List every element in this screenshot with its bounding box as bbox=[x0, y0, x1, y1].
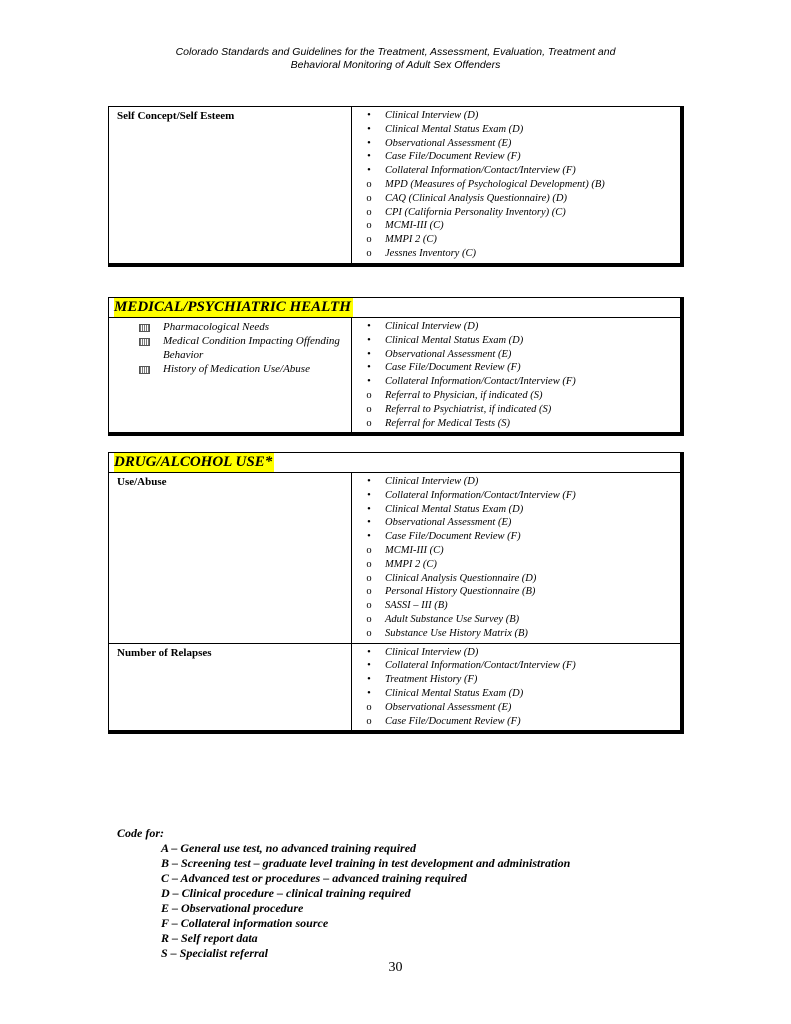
method-text: Clinical Mental Status Exam (D) bbox=[385, 687, 524, 699]
method-list bbox=[352, 475, 680, 641]
list-item bbox=[352, 137, 680, 151]
table-row bbox=[109, 318, 680, 432]
bullet-icon: • bbox=[367, 334, 371, 346]
circle-bullet-icon: o bbox=[366, 600, 372, 612]
circle-bullet-icon: o bbox=[366, 403, 372, 415]
table-row bbox=[109, 643, 680, 731]
list-item bbox=[352, 361, 680, 375]
list-item bbox=[352, 613, 680, 627]
method-text: Collateral Information/Contact/Interview (F) bbox=[385, 376, 576, 388]
method-text: Case File/Document Review (F) bbox=[385, 151, 521, 163]
bullet-icon: • bbox=[367, 674, 371, 686]
circle-bullet-icon: o bbox=[366, 627, 372, 639]
bullet-icon: • bbox=[367, 503, 371, 515]
table-row bbox=[109, 107, 680, 263]
running-header bbox=[0, 46, 791, 72]
method-text: Referral to Physician, if indicated (S) bbox=[385, 389, 543, 401]
list-item: Medical Condition Impacting Offending Behavior bbox=[139, 334, 351, 362]
circle-bullet-icon: o bbox=[366, 234, 372, 246]
list-item bbox=[352, 219, 680, 233]
list-item bbox=[352, 109, 680, 123]
code-legend-heading: Code for: bbox=[117, 826, 164, 840]
method-list bbox=[352, 320, 680, 430]
code-line: S – Specialist referral bbox=[161, 946, 268, 960]
list-item bbox=[352, 687, 680, 701]
method-text: Case File/Document Review (F) bbox=[385, 715, 521, 727]
row-label: Self Concept/Self Esteem bbox=[109, 107, 352, 263]
row-label-list bbox=[109, 318, 352, 432]
list-item bbox=[352, 701, 680, 715]
method-text: Clinical Mental Status Exam (D) bbox=[385, 334, 524, 346]
circle-bullet-icon: o bbox=[366, 613, 372, 625]
method-text: SASSI – III (B) bbox=[385, 600, 448, 612]
bullet-icon: • bbox=[367, 151, 371, 163]
section-title-text: DRUG/ALCOHOL USE* bbox=[114, 454, 273, 470]
bullet-icon: • bbox=[367, 376, 371, 388]
code-line: A – General use test, no advanced training required bbox=[161, 841, 417, 855]
circle-bullet-icon: o bbox=[366, 715, 372, 727]
list-item bbox=[352, 646, 680, 660]
method-text: Substance Use History Matrix (B) bbox=[385, 627, 528, 639]
circle-bullet-icon: o bbox=[366, 544, 372, 556]
section-title bbox=[109, 453, 680, 473]
list-item bbox=[352, 599, 680, 613]
list-item bbox=[352, 164, 680, 178]
method-text: MCMI-III (C) bbox=[385, 220, 444, 232]
drug-alcohol-table bbox=[108, 452, 684, 734]
method-text: MMPI 2 (C) bbox=[385, 558, 437, 570]
bullet-icon: • bbox=[367, 531, 371, 543]
method-text: Clinical Interview (D) bbox=[385, 476, 479, 487]
list-item bbox=[352, 715, 680, 729]
header-line-1: Colorado Standards and Guidelines for the Treatment, Assessment, Evaluation, Treatment and bbox=[175, 46, 616, 58]
circle-bullet-icon: o bbox=[366, 389, 372, 401]
method-text: Case File/Document Review (F) bbox=[385, 531, 521, 543]
bullet-icon: • bbox=[367, 687, 371, 699]
bullet-icon: • bbox=[367, 517, 371, 529]
method-text: MCMI-III (C) bbox=[385, 544, 444, 556]
method-text: Collateral Information/Contact/Interview (F) bbox=[385, 165, 576, 177]
list-item bbox=[352, 403, 680, 417]
method-text: CPI (California Personality Inventory) (C) bbox=[385, 206, 566, 218]
method-list bbox=[352, 646, 680, 729]
method-text: Clinical Interview (D) bbox=[385, 110, 479, 121]
method-text: Observational Assessment (E) bbox=[385, 137, 512, 149]
code-line: D – Clinical procedure – clinical training required bbox=[161, 886, 411, 900]
section-title bbox=[109, 298, 680, 318]
list-item bbox=[352, 320, 680, 334]
method-text: Clinical Interview (D) bbox=[385, 646, 479, 658]
section-title-text: MEDICAL/PSYCHIATRIC HEALTH bbox=[114, 299, 351, 315]
bullet-icon: • bbox=[367, 123, 371, 135]
circle-bullet-icon: o bbox=[366, 572, 372, 584]
circle-bullet-icon: o bbox=[366, 701, 372, 713]
list-item: Pharmacological Needs bbox=[139, 320, 351, 334]
list-item bbox=[352, 247, 680, 261]
bullet-icon: • bbox=[367, 137, 371, 149]
checkbox-icon bbox=[139, 324, 150, 332]
code-line: B – Screening test – graduate level training in test development and administration bbox=[161, 856, 571, 870]
list-item bbox=[352, 348, 680, 362]
list-item bbox=[352, 475, 680, 489]
circle-bullet-icon: o bbox=[366, 192, 372, 204]
bullet-icon: • bbox=[367, 646, 371, 658]
list-item bbox=[352, 178, 680, 192]
method-text: Clinical Analysis Questionnaire (D) bbox=[385, 572, 537, 584]
bullet-icon: • bbox=[367, 660, 371, 672]
checkbox-icon bbox=[139, 366, 150, 374]
method-list bbox=[352, 109, 680, 261]
method-text: MPD (Measures of Psychological Development) (B) bbox=[385, 178, 605, 190]
method-text: Jessnes Inventory (C) bbox=[385, 247, 476, 259]
code-line: C – Advanced test or procedures – advanced training required bbox=[161, 871, 467, 885]
list-item bbox=[352, 123, 680, 137]
method-text: Adult Substance Use Survey (B) bbox=[385, 613, 520, 625]
code-line: E – Observational procedure bbox=[161, 901, 304, 915]
list-item bbox=[352, 503, 680, 517]
bullet-icon: • bbox=[367, 362, 371, 374]
list-item bbox=[352, 192, 680, 206]
list-item bbox=[352, 233, 680, 247]
list-item bbox=[352, 334, 680, 348]
method-text: Referral to Psychiatrist, if indicated (S) bbox=[385, 403, 552, 415]
row-label: Use/Abuse bbox=[109, 473, 352, 643]
list-item bbox=[352, 544, 680, 558]
header-line-2: Behavioral Monitoring of Adult Sex Offenders bbox=[290, 59, 501, 71]
circle-bullet-icon: o bbox=[366, 417, 372, 429]
list-item bbox=[352, 375, 680, 389]
bullet-icon: • bbox=[367, 489, 371, 501]
self-concept-table bbox=[108, 106, 684, 267]
method-text: Observational Assessment (E) bbox=[385, 701, 512, 713]
bullet-icon: • bbox=[367, 348, 371, 360]
circle-bullet-icon: o bbox=[366, 558, 372, 570]
list-item bbox=[352, 673, 680, 687]
method-text: Case File/Document Review (F) bbox=[385, 362, 521, 374]
bullet-icon: • bbox=[367, 110, 371, 121]
checkbox-icon bbox=[139, 338, 150, 346]
method-text: Clinical Interview (D) bbox=[385, 321, 479, 332]
medical-psychiatric-table bbox=[108, 297, 684, 436]
list-item bbox=[352, 150, 680, 164]
list-item bbox=[352, 530, 680, 544]
bullet-icon: • bbox=[367, 321, 371, 332]
method-text: Treatment History (F) bbox=[385, 674, 478, 686]
bullet-icon: • bbox=[367, 476, 371, 487]
bullet-icon: • bbox=[367, 165, 371, 177]
circle-bullet-icon: o bbox=[366, 247, 372, 259]
list-item bbox=[352, 659, 680, 673]
code-line: F – Collateral information source bbox=[161, 916, 329, 930]
method-text: Collateral Information/Contact/Interview (F) bbox=[385, 489, 576, 501]
row-label: Number of Relapses bbox=[109, 644, 352, 731]
method-text: Referral for Medical Tests (S) bbox=[385, 417, 511, 429]
list-item bbox=[352, 417, 680, 431]
code-legend bbox=[117, 826, 570, 961]
list-item bbox=[352, 627, 680, 641]
method-text: Observational Assessment (E) bbox=[385, 517, 512, 529]
list-item bbox=[352, 389, 680, 403]
method-text: Observational Assessment (E) bbox=[385, 348, 512, 360]
list-item bbox=[352, 572, 680, 586]
circle-bullet-icon: o bbox=[366, 220, 372, 232]
list-item bbox=[352, 558, 680, 572]
table-row bbox=[109, 473, 680, 643]
code-line: R – Self report data bbox=[161, 931, 258, 945]
circle-bullet-icon: o bbox=[366, 586, 372, 598]
method-text: Clinical Mental Status Exam (D) bbox=[385, 123, 524, 135]
list-item bbox=[352, 585, 680, 599]
method-text: Clinical Mental Status Exam (D) bbox=[385, 503, 524, 515]
list-item bbox=[352, 206, 680, 220]
list-item: History of Medication Use/Abuse bbox=[139, 362, 351, 376]
circle-bullet-icon: o bbox=[366, 178, 372, 190]
method-text: Collateral Information/Contact/Interview (F) bbox=[385, 660, 576, 672]
method-text: CAQ (Clinical Analysis Questionnaire) (D) bbox=[385, 192, 567, 204]
list-item bbox=[352, 516, 680, 530]
method-text: MMPI 2 (C) bbox=[385, 234, 437, 246]
method-text: Personal History Questionnaire (B) bbox=[385, 586, 536, 598]
list-item bbox=[352, 489, 680, 503]
circle-bullet-icon: o bbox=[366, 206, 372, 218]
page-number: 30 bbox=[388, 960, 403, 975]
